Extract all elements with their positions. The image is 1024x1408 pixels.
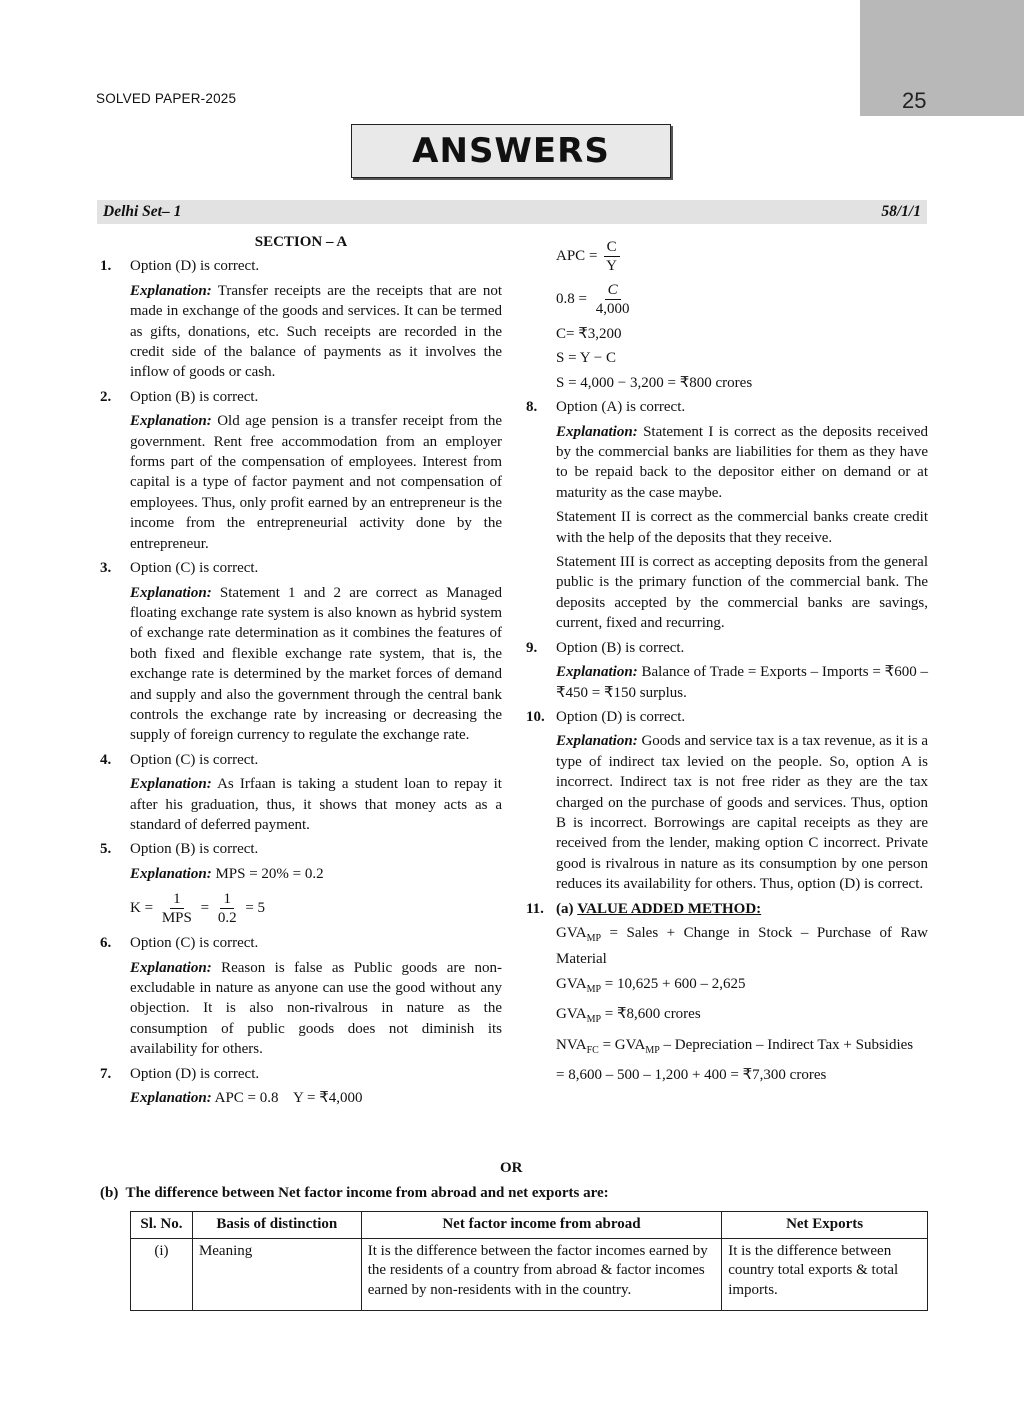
q-explanation: Explanation: Statement I is correct as the deposits received by the commercial banks are liabilities for them as they have to be repaid back to the depositor either on demand or at maturity as the case maybe. (556, 423, 929, 501)
q7-continuation (526, 238, 928, 393)
q11-line: $GVA_{MP}$ = ₹8,600 crores (556, 1006, 701, 1026)
multiplier-formula: K = $\frac{1}{\text{MPS}}$ = $\frac{1}{0.2}$ = 5 (130, 891, 266, 927)
q-answer: Option (D) is correct. (556, 708, 686, 725)
q-answer: Option (B) is correct. (130, 388, 259, 405)
answer-11 (526, 899, 928, 1086)
q-answer: Option (B) is correct. (130, 841, 259, 858)
apc-formula: APC = $\frac{C}{Y}$ (556, 238, 928, 275)
table-cell: It is the difference between the factor incomes earned by the residents of a country from abroad & factor incomes earned by non-residents with in the country. (361, 1238, 721, 1311)
q-number: 7. (100, 1065, 112, 1082)
q7-line: S = 4,000 − 3,200 = ₹800 crores (556, 374, 753, 391)
q-number: 8. (526, 399, 538, 416)
or-separator: OR (500, 1160, 523, 1176)
q-answer: Option (C) is correct. (130, 751, 259, 768)
q11-heading: (a) VALUE ADDED METHOD: (556, 900, 762, 917)
answer-7 (100, 1064, 502, 1109)
table-header-row (131, 1212, 928, 1239)
q7-line: C= ₹3,200 (556, 326, 622, 342)
table-header: Sl. No. (131, 1212, 193, 1239)
q-explanation: Explanation: Statement 1 and 2 are correct as Managed floating exchange rate system is also known as hybrid system of exchange rate determination as it combines the features of both fixed and flexible exchange rate system, that is, the exchange rate is determined by the market forces of demand and supply and also the government through the central bank controls the exchange rate by increasing or decreasing the supply of foreign currency to regulate the exchange rate. (130, 584, 503, 744)
table-cell: Meaning (192, 1238, 361, 1311)
q-explanation: Explanation: Balance of Trade = Exports – Imports = ₹600 – ₹450 = ₹150 surplus. (556, 664, 929, 701)
q11-line: = 8,600 – 500 – 1,200 + 400 = ₹7,300 crores (556, 1067, 827, 1083)
q-number: 5. (100, 841, 112, 858)
q11-line: $GVA_{MP} = 10,625 + 600 - 2,625$ (556, 975, 746, 995)
q-number: 9. (526, 639, 538, 656)
q-answer: Option (A) is correct. (556, 399, 686, 416)
q-answer: Option (D) is correct. (130, 1065, 260, 1082)
q-number: 3. (100, 560, 112, 577)
table-header: Net Exports (722, 1212, 928, 1239)
left-column (100, 232, 502, 1112)
page-corner-tab (860, 0, 1024, 116)
q-explanation: Explanation: Transfer receipts are the receipts that are not made in exchange of the goods and services. It can be termed as gifts, donations, etc. Such receipts are recorded in the credit side of the balance of payments as it involves the inflow of goods or cash. (130, 282, 502, 381)
answer-9 (526, 638, 928, 703)
part-b-question: (b) The difference between Net factor income from abroad and net exports are: (100, 1185, 609, 1201)
q-explanation: Explanation: MPS = 20% = 0.2 (130, 865, 324, 882)
q-answer: Option (D) is correct. (130, 258, 260, 275)
q11-line: $NVA_{FC} = GVA_{MP}$ – Depreciation – Indirect Tax + Subsidies (556, 1036, 914, 1056)
q-answer: Option (C) is correct. (130, 560, 259, 577)
set-code: 58/1/1 (881, 203, 921, 220)
q-answer: Option (C) is correct. (130, 935, 259, 952)
section-title: SECTION – A (254, 234, 348, 250)
q-answer: Option (B) is correct. (556, 639, 685, 656)
q7-line: S = Y − C (556, 350, 616, 367)
table-cell: It is the difference between country total exports & total imports. (722, 1238, 928, 1311)
q-number: 10. (526, 708, 545, 725)
q-explanation: Explanation: As Irfaan is taking a student loan to repay it after his graduation, thus, it shows that money acts as a standard of deferred payment. (130, 776, 502, 833)
q-explanation: Explanation: Old age pension is a transfer receipt from the government. Rent free accommodation from an employer forms part of the compensation of employees. Interest from capital is a type of factor payment and not compensation of employees. Thus, only profit earned by an entrepreneur is the income from the entrepreneurial activity done by the entrepreneur. (130, 413, 503, 552)
answer-1 (100, 256, 502, 382)
q-explanation: Explanation: APC = 0.8 Y = ₹4,000 (130, 1090, 363, 1107)
apc-substitution: 0.8 = $\frac{C}{4,000}$ (556, 282, 630, 317)
q-number: 4. (100, 751, 112, 768)
q-number: 11. (526, 900, 544, 917)
q-explanation: Explanation: Reason is false as Public goods are non-excludable in nature as anyone can use the good without any objection. It is also non-rivalrous in nature as the consumption of public goods does not diminish its availability for others. (130, 959, 502, 1058)
q-number: 1. (100, 258, 112, 275)
table-header: Basis of distinction (192, 1212, 361, 1239)
answer-4 (100, 750, 502, 836)
answer-8 (526, 397, 928, 633)
running-head: SOLVED PAPER-2025 (96, 91, 237, 106)
set-name: Delhi Set– 1 (103, 203, 182, 220)
answer-6 (100, 933, 502, 1059)
q-number: 2. (100, 388, 112, 405)
q-explanation: Explanation: Goods and service tax is a tax revenue, as it is a type of indirect tax levied on the people. So, option A is incorrect. Indirect tax is not free rider as they are the tax charged on the purchase of goods and services. Thus, option B is incorrect. Borrowings are capital receipts as they are received from the lender, making option C incorrect. Private good is rivalrous in nature as its consumption by one person reduces its availability for others. Thus, option (D) is correct. (556, 733, 929, 893)
q-explanation-3: Statement III is correct as accepting deposits from the general public is the primary function of the commercial bank. The deposits accepted by the commercial banks are savings, current, fixed and recurring. (556, 554, 928, 632)
page-title: ANSWERS (351, 124, 671, 178)
q11-line: $GVA_{MP}$ = Sales + Change in Stock – Purchase of Raw Material (556, 924, 928, 968)
q-number: 6. (100, 935, 112, 952)
answer-3 (100, 558, 502, 746)
set-bar (97, 200, 927, 224)
page-number: 25 (902, 88, 927, 113)
table-header: Net factor income from abroad (361, 1212, 721, 1239)
answer-2 (100, 387, 502, 554)
answer-5 (100, 839, 502, 927)
comparison-table (130, 1211, 928, 1311)
table-row (131, 1238, 928, 1311)
q-explanation-2: Statement II is correct as the commercial banks create credit with the help of the deposits that they receive. (556, 509, 928, 546)
table-cell: (i) (131, 1238, 193, 1311)
right-column (526, 232, 928, 1089)
answer-10 (526, 707, 928, 895)
